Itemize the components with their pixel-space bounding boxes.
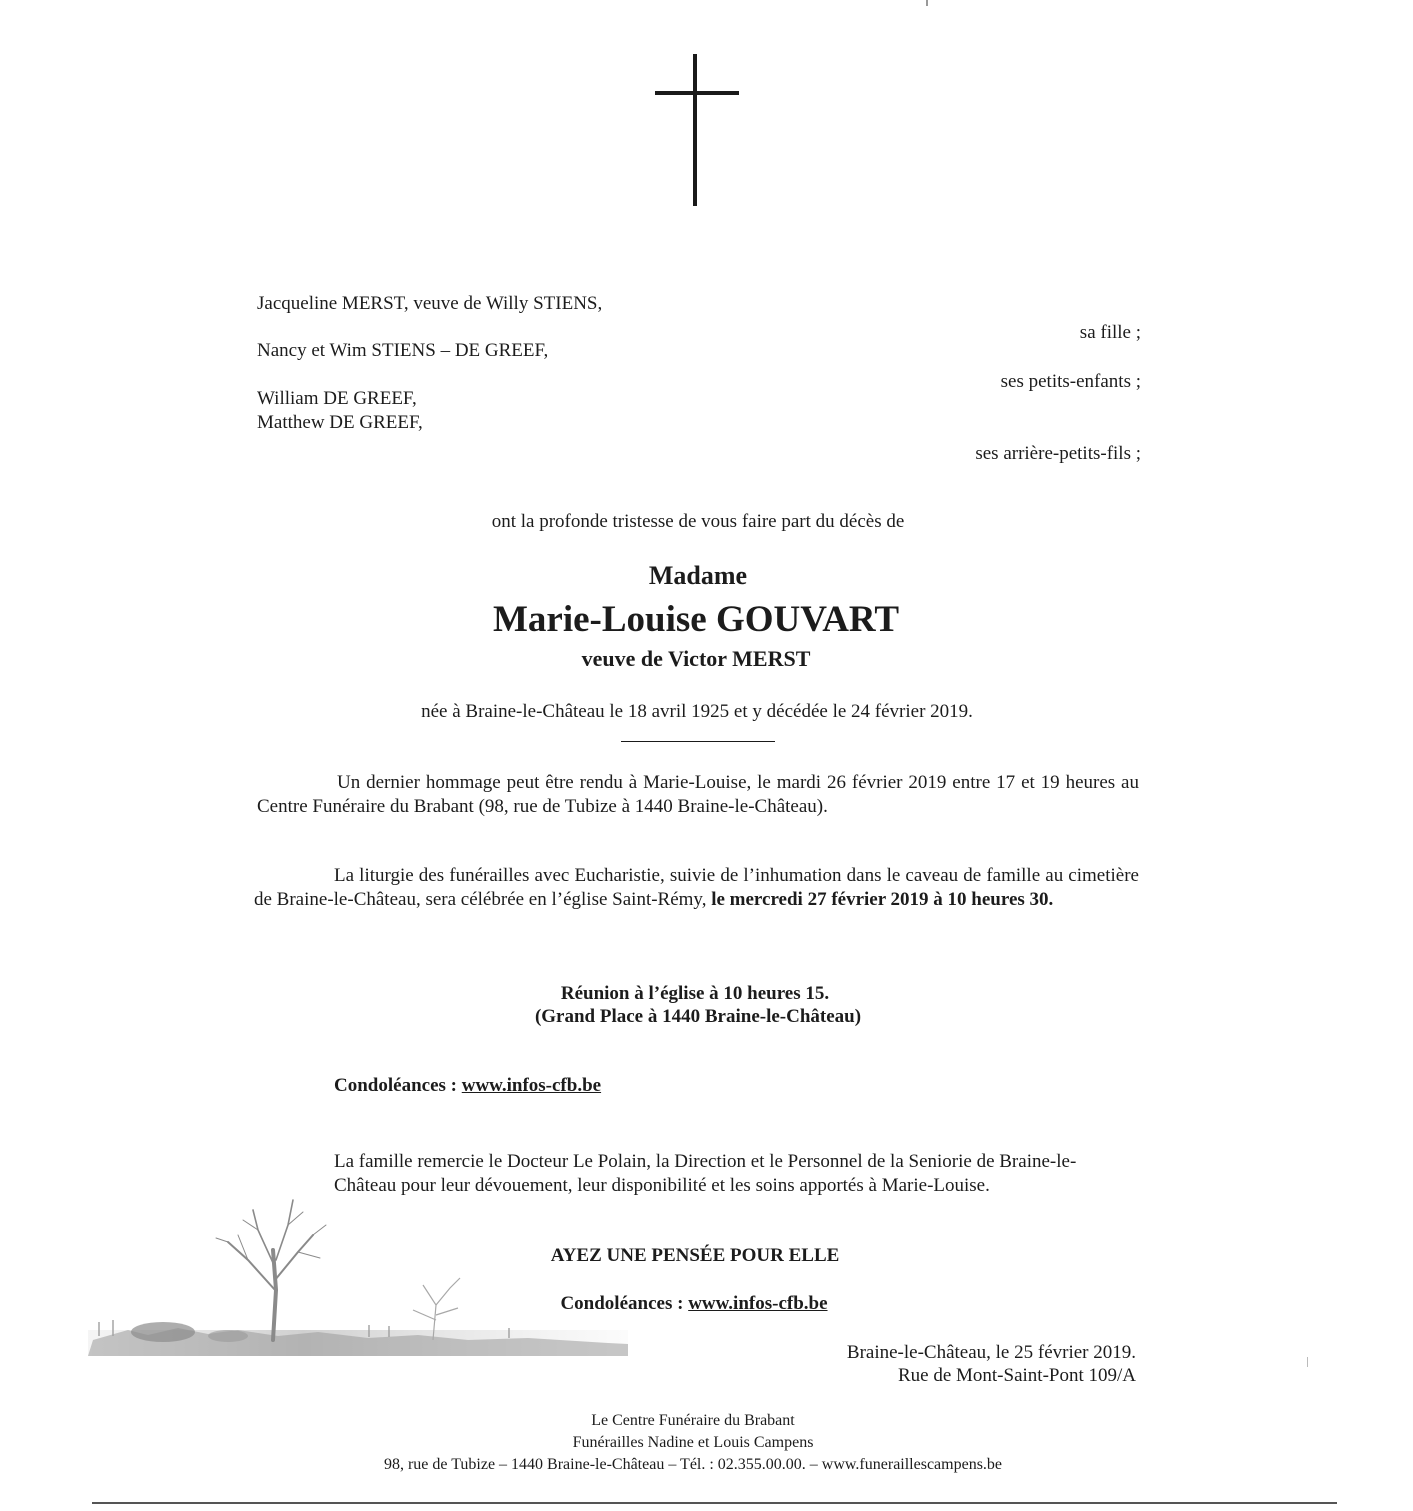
thanks-paragraph: La famille remercie le Docteur Le Polain, la Direction et le Personnel de la Seniorie de Braine-le-Château pour leur dévouement, leur disponibilité et les soins apportés à Marie-Louise. [334,1151,1077,1196]
liturgie-date: le mercredi 27 février 2019 à 10 heures 30. [711,889,1054,910]
condoleances-link[interactable]: www.infos-cfb.be [461,1075,602,1096]
bottom-border [92,1502,1337,1504]
birth-death: née à Braine-le-Château le 18 avril 1925 et y décédée le 24 février 2019. [421,701,973,722]
condoleances-2-link[interactable]: www.infos-cfb.be [688,1293,828,1314]
condoleances-2-label: Condoléances : [560,1293,689,1314]
family-line-greatgrandson-1: William DE GREEF, [257,388,417,409]
footer-contact: 98, rue de Tubize – 1440 Braine-le-Château – Tél. : 02.355.00.00. – www.funeraillescampens.be [383,1456,1003,1473]
honorific: Madame [648,561,748,590]
footer-funerailles: Funérailles Nadine et Louis Campens [572,1434,814,1451]
reunion-address: (Grand Place à 1440 Braine-le-Château) [534,1006,862,1027]
family-line-grandchildren: Nancy et Wim STIENS – DE GREEF, [257,340,549,361]
condoleances-2 [0,1292,1388,1316]
place-date: Braine-le-Château, le 25 février 2019. [846,1342,1136,1363]
family-line-greatgrandson-2: Matthew DE GREEF, [257,412,423,433]
scan-mark [1307,1357,1308,1367]
footer-company: Le Centre Funéraire du Brabant [591,1412,795,1429]
liturgie-paragraph [254,864,1139,912]
family-line-daughter: Jacqueline MERST, veuve de Willy STIENS, [257,293,603,314]
intro-text: ont la profonde tristesse de vous faire part du décès de [491,511,905,532]
condoleances-label: Condoléances : [334,1075,462,1096]
liturgie-text: La liturgie des funérailles avec Eucharistie, suivie de l’inhumation dans le caveau de famille au cimetière de Braine-le-Château, sera célébrée en l’église Saint-Rémy, [254,865,1139,910]
hommage-text: Un dernier hommage peut être rendu à Marie-Louise, le mardi 26 février 2019 entre 17 et 19 heures au Centre Funéraire du Brabant (98, rue de Tubize à 1440 Braine-le-Château). [257,772,1139,817]
pensee-heading: AYEZ UNE PENSÉE POUR ELLE [550,1245,840,1266]
relation-greatgrandchildren: ses arrière-petits-fils ; [975,443,1141,464]
landscape-illustration [88,1180,628,1360]
deceased-name: Marie-Louise GOUVART [492,599,900,640]
hommage-paragraph [257,771,1139,819]
widow-of: veuve de Victor MERST [581,646,811,671]
sender-address: Rue de Mont-Saint-Pont 109/A [897,1365,1136,1386]
scan-mark [926,0,928,6]
reunion-line: Réunion à l’église à 10 heures 15. [560,983,830,1004]
divider [621,741,775,742]
relation-daughter: sa fille ; [1079,322,1141,343]
condoleances [334,1074,601,1098]
relation-grandchildren: ses petits-enfants ; [1000,371,1141,392]
